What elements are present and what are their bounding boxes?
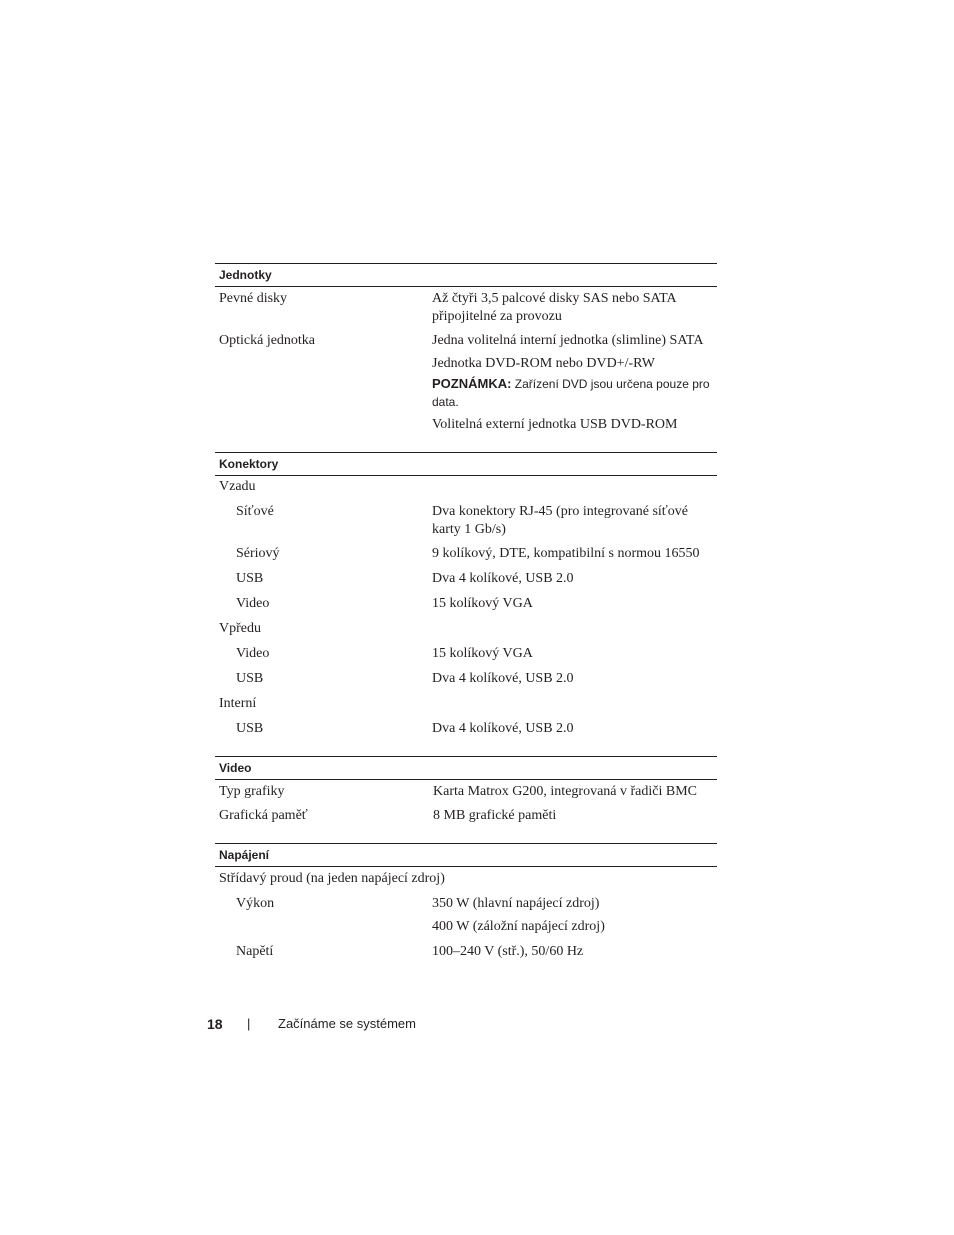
note [432, 375, 710, 393]
row-value-network: Dva konektory RJ-45 (pro integrované síťové [432, 504, 688, 519]
row-value-front-usb: Dva 4 kolíkové, USB 2.0 [432, 671, 574, 686]
group-label-back: Vzadu [219, 479, 256, 494]
note-label: POZNÁMKA: [432, 376, 512, 391]
row-value-hard-drives-cont: připojitelné za provozu [432, 309, 562, 324]
row-label-back-usb: USB [236, 571, 264, 586]
row-value-voltage: 100–240 V (stř.), 50/60 Hz [432, 944, 584, 959]
note-text: Zařízení DVD jsou určena pouze pro [514, 377, 710, 391]
section-power [215, 843, 717, 867]
row-label-serial: Sériový [236, 546, 280, 561]
row-value-back-usb: Dva 4 kolíkové, USB 2.0 [432, 571, 574, 586]
group-label-internal: Interní [219, 696, 257, 711]
section-heading: Video [215, 756, 717, 780]
section-heading: Konektory [215, 452, 717, 476]
row-value-hard-drives: Až čtyři 3,5 palcové disky SAS nebo SATA [432, 291, 677, 306]
row-value-front-video: 15 kolíkový VGA [432, 646, 533, 661]
note-text-cont: data. [432, 395, 459, 409]
row-value-graphics-type: Karta Matrox G200, integrovaná v řadiči BMC [433, 784, 697, 799]
row-label-voltage: Napětí [236, 944, 274, 959]
row-value-internal-usb: Dva 4 kolíkové, USB 2.0 [432, 721, 574, 736]
row-label-graphics-memory: Grafická paměť [219, 808, 308, 823]
row-label-optical-drive: Optická jednotka [219, 333, 316, 348]
footer-separator: | [247, 1016, 251, 1031]
row-value-optical-drive: Jedna volitelná interní jednotka (slimline) SATA [432, 333, 704, 348]
row-value-external-dvd: Volitelná externí jednotka USB DVD-ROM [432, 417, 678, 432]
row-label-internal-usb: USB [236, 721, 264, 736]
row-label-hard-drives: Pevné disky [219, 291, 288, 306]
row-value-wattage-backup: 400 W (záložní napájecí zdroj) [432, 919, 605, 934]
row-label-back-video: Video [236, 596, 270, 611]
row-value-wattage-main: 350 W (hlavní napájecí zdroj) [432, 896, 600, 911]
footer-chapter-title: Začínáme se systémem [278, 1016, 416, 1031]
section-drives [215, 263, 717, 287]
row-value-serial: 9 kolíkový, DTE, kompatibilní s normou 16550 [432, 546, 700, 561]
row-label-front-video: Video [236, 646, 270, 661]
row-label-network: Síťové [236, 504, 274, 519]
row-value-graphics-memory: 8 MB grafické paměti [433, 808, 557, 823]
row-label-wattage: Výkon [236, 896, 275, 911]
section-connectors [215, 452, 717, 476]
group-label-ac: Střídavý proud (na jeden napájecí zdroj) [219, 871, 445, 886]
section-heading: Napájení [215, 843, 717, 867]
row-value-network-cont: karty 1 Gb/s) [432, 522, 506, 537]
row-label-graphics-type: Typ grafiky [219, 784, 285, 799]
row-value-optical-drive-type: Jednotka DVD-ROM nebo DVD+/-RW [432, 356, 655, 371]
row-label-front-usb: USB [236, 671, 264, 686]
page-number: 18 [207, 1016, 223, 1032]
row-value-back-video: 15 kolíkový VGA [432, 596, 533, 611]
section-heading: Jednotky [215, 263, 717, 287]
section-video [215, 756, 717, 780]
group-label-front: Vpředu [219, 621, 261, 636]
